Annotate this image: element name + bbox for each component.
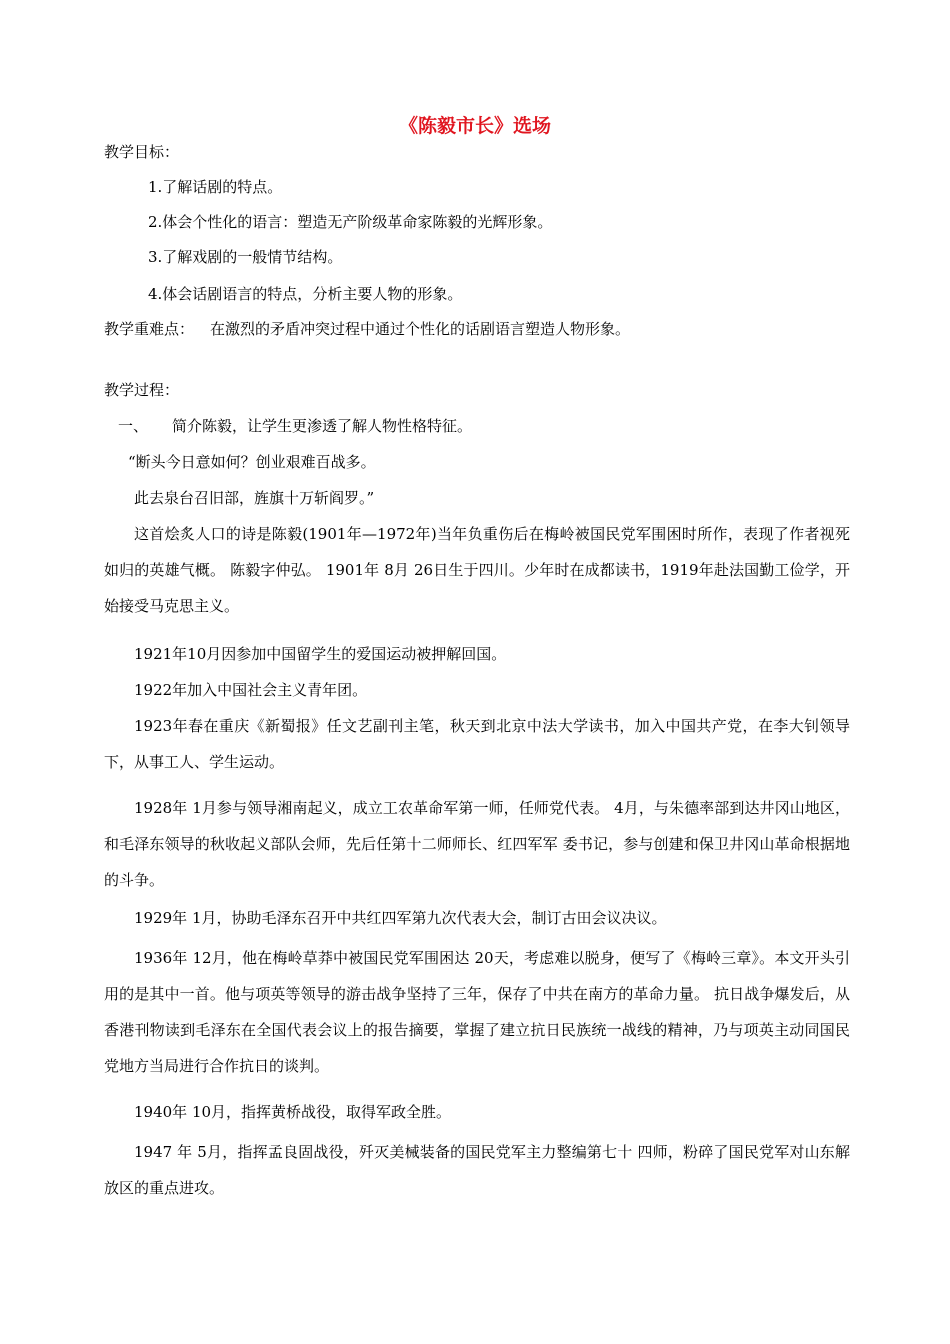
paragraph-1947: 1947 年 5月，指挥孟良固战役，歼灭美械装备的国民党军主力整编第七十 四师，粉碎了国民党军对山东解放区的重点进攻。: [104, 1143, 850, 1197]
paragraph-intro: 这首烩炙人口的诗是陈毅(1901年—1972年)当年负重伤后在梅岭被国民党军围困时所作，表现了作者视死如归的英雄气概。 陈毅字仲弘。 1901年 8月 26日生于四川。少年时在成都读书，1919年赴法国勤工俭学，开始接受马克思主义。: [104, 525, 850, 615]
objectives-heading: 教学目标：: [104, 143, 180, 161]
objective-item-2: 2.体会个性化的语言：塑造无产阶级革命家陈毅的光辉形象。: [148, 213, 553, 231]
paragraph-1940: 1940年 10月，指挥黄桥战役，取得军政全胜。: [134, 1103, 452, 1121]
step-one-text: 简介陈毅，让学生更渗透了解人物性格特征。: [172, 417, 473, 435]
process-heading: 教学过程：: [104, 381, 180, 399]
paragraph-1923: 1923年春在重庆《新蜀报》任文艺副刊主笔，秋天到北京中法大学读书，加入中国共产党，在李大钊领导下，从事工人、学生运动。: [104, 717, 850, 771]
document-title: 《陈毅市长》选场: [398, 115, 551, 137]
poem-line-1: “断头今日意如何？创业艰难百战多。: [128, 453, 376, 471]
paragraph-1929: 1929年 1月，协助毛泽东召开中共红四军第九次代表大会，制订古田会议决议。: [134, 909, 667, 927]
paragraph-1928: 1928年 1月参与领导湘南起义，成立工农革命军第一师，任师党代表。 4月，与朱德率部到达井冈山地区，和毛泽东领导的秋收起义部队会师，先后任第十二师师长、红四军军 委书记，参与创建和保卫井冈山革命根据地的斗争。: [104, 799, 850, 889]
objective-item-1: 1.了解话剧的特点。: [148, 178, 283, 196]
step-one-number: 一、: [118, 417, 149, 435]
objective-item-3: 3.了解戏剧的一般情节结构。: [148, 248, 343, 266]
key-points-text: 在激烈的矛盾冲突过程中通过个性化的话剧语言塑造人物形象。: [210, 320, 631, 338]
paragraph-1922: 1922年加入中国社会主义青年团。: [134, 681, 368, 699]
key-points-label: 教学重难点：: [104, 320, 195, 338]
poem-line-2: 此去泉台召旧部，旌旗十万斩阎罗。”: [134, 489, 375, 507]
paragraph-1921: 1921年10月因参加中国留学生的爱国运动被押解回国。: [134, 645, 507, 663]
paragraph-1936: 1936年 12月，他在梅岭草莽中被国民党军围困达 20天，考虑难以脱身，便写了《梅岭三章》。本文开头引用的是其中一首。他与项英等领导的游击战争坚持了三年，保存了中共在南方的革命力量。 抗日战争爆发后，从香港刊物读到毛泽东在全国代表会议上的报告摘要，掌握了建立抗日民族统一战线的精神，乃与项英主动同国民党地方当局进行合作抗日的谈判。: [104, 949, 850, 1075]
objective-item-4: 4.体会话剧语言的特点，分析主要人物的形象。: [148, 285, 463, 303]
